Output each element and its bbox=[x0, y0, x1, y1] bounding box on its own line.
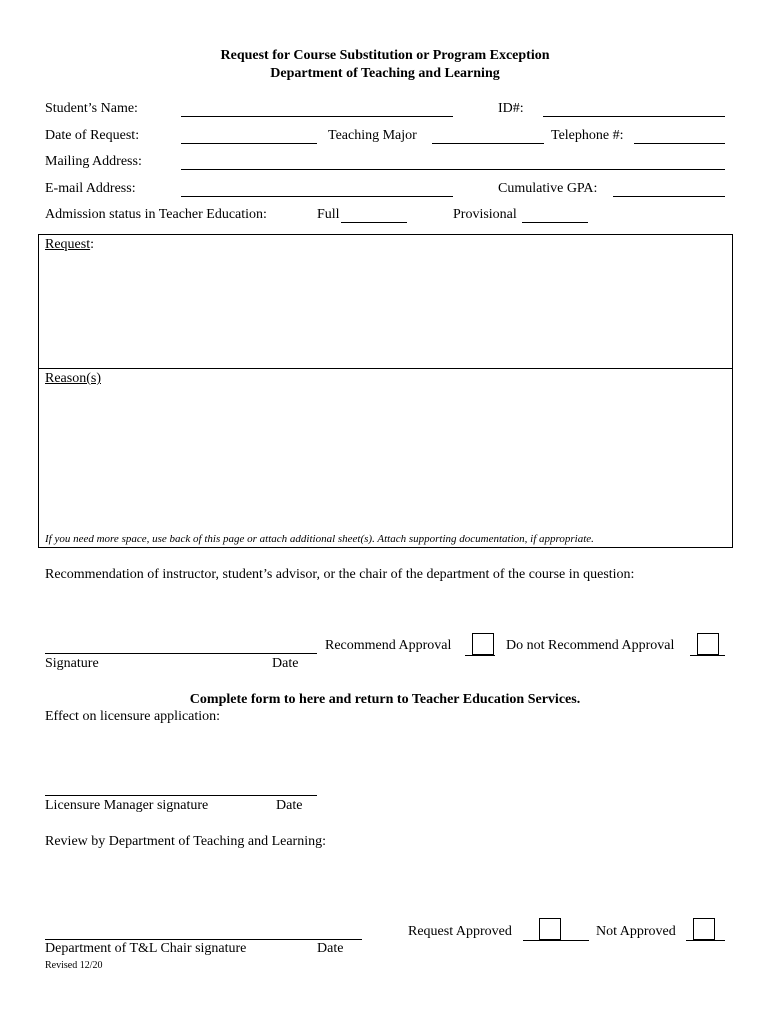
request-heading bbox=[45, 237, 94, 253]
do-not-recommend-label: Do not Recommend Approval bbox=[506, 638, 675, 653]
date-of-request-field[interactable] bbox=[181, 125, 317, 144]
chair-signature-line[interactable] bbox=[45, 939, 362, 940]
email-address-label: E-mail Address: bbox=[45, 181, 136, 196]
cumulative-gpa-label: Cumulative GPA: bbox=[498, 181, 598, 196]
id-field[interactable] bbox=[543, 98, 725, 117]
provisional-field[interactable] bbox=[522, 204, 588, 223]
request-approved-underline bbox=[523, 940, 589, 941]
date-label: Date bbox=[272, 656, 299, 671]
cumulative-gpa-field[interactable] bbox=[613, 178, 725, 197]
date-of-request-label: Date of Request: bbox=[45, 128, 140, 143]
recommendation-prompt: Recommendation of instructor, student’s advisor, or the chair of the department of the course in question: bbox=[45, 567, 635, 582]
recommend-approval-checkbox[interactable] bbox=[472, 633, 494, 655]
form-title: Request for Course Substitution or Program Exception bbox=[220, 48, 550, 63]
full-label: Full bbox=[317, 207, 340, 222]
reasons-text-area[interactable] bbox=[41, 390, 727, 528]
request-text-area[interactable] bbox=[41, 254, 727, 364]
recommender-signature-line[interactable] bbox=[45, 653, 317, 654]
licensure-effect-area[interactable] bbox=[45, 728, 725, 788]
licensure-effect-label: Effect on licensure application: bbox=[45, 709, 221, 724]
admission-status-label: Admission status in Teacher Education: bbox=[45, 207, 267, 222]
request-colon: : bbox=[90, 237, 94, 252]
email-address-field[interactable] bbox=[181, 178, 453, 197]
form-subtitle: Department of Teaching and Learning bbox=[270, 66, 500, 81]
request-approved-checkbox[interactable] bbox=[539, 918, 561, 940]
student-name-field[interactable] bbox=[181, 98, 453, 117]
not-approved-underline bbox=[686, 940, 725, 941]
not-approved-label: Not Approved bbox=[596, 924, 676, 939]
revised-note: Revised 12/20 bbox=[45, 960, 103, 971]
telephone-field[interactable] bbox=[634, 125, 725, 144]
request-approved-label: Request Approved bbox=[408, 924, 512, 939]
do-not-recommend-underline bbox=[690, 655, 725, 656]
licensure-manager-signature-label: Licensure Manager signature bbox=[45, 798, 209, 813]
do-not-recommend-checkbox[interactable] bbox=[697, 633, 719, 655]
recommend-approval-label: Recommend Approval bbox=[325, 638, 452, 653]
mailing-address-field[interactable] bbox=[181, 151, 725, 170]
licensure-date-label: Date bbox=[276, 798, 303, 813]
not-approved-checkbox[interactable] bbox=[693, 918, 715, 940]
more-space-note: If you need more space, use back of this page or attach additional sheet(s). Attach supporting documentation, if appropriate. bbox=[45, 533, 594, 545]
chair-date-label: Date bbox=[317, 941, 344, 956]
licensure-signature-line[interactable] bbox=[45, 795, 317, 796]
provisional-label: Provisional bbox=[453, 207, 517, 222]
recommend-approval-underline bbox=[465, 655, 495, 656]
teaching-major-field[interactable] bbox=[432, 125, 544, 144]
reasons-label: Reason(s) bbox=[45, 371, 101, 386]
student-name-label: Student’s Name: bbox=[45, 101, 138, 116]
request-label: Request bbox=[45, 237, 91, 252]
teaching-major-label: Teaching Major bbox=[328, 128, 417, 143]
complete-form-note: Complete form to here and return to Teacher Education Services. bbox=[189, 692, 581, 707]
chair-signature-label: Department of T&L Chair signature bbox=[45, 941, 247, 956]
signature-label: Signature bbox=[45, 656, 99, 671]
full-field[interactable] bbox=[341, 204, 407, 223]
mailing-address-label: Mailing Address: bbox=[45, 154, 142, 169]
review-prompt: Review by Department of Teaching and Learning: bbox=[45, 834, 326, 849]
telephone-label: Telephone #: bbox=[551, 128, 624, 143]
id-label: ID#: bbox=[498, 101, 524, 116]
box-divider bbox=[38, 368, 732, 369]
